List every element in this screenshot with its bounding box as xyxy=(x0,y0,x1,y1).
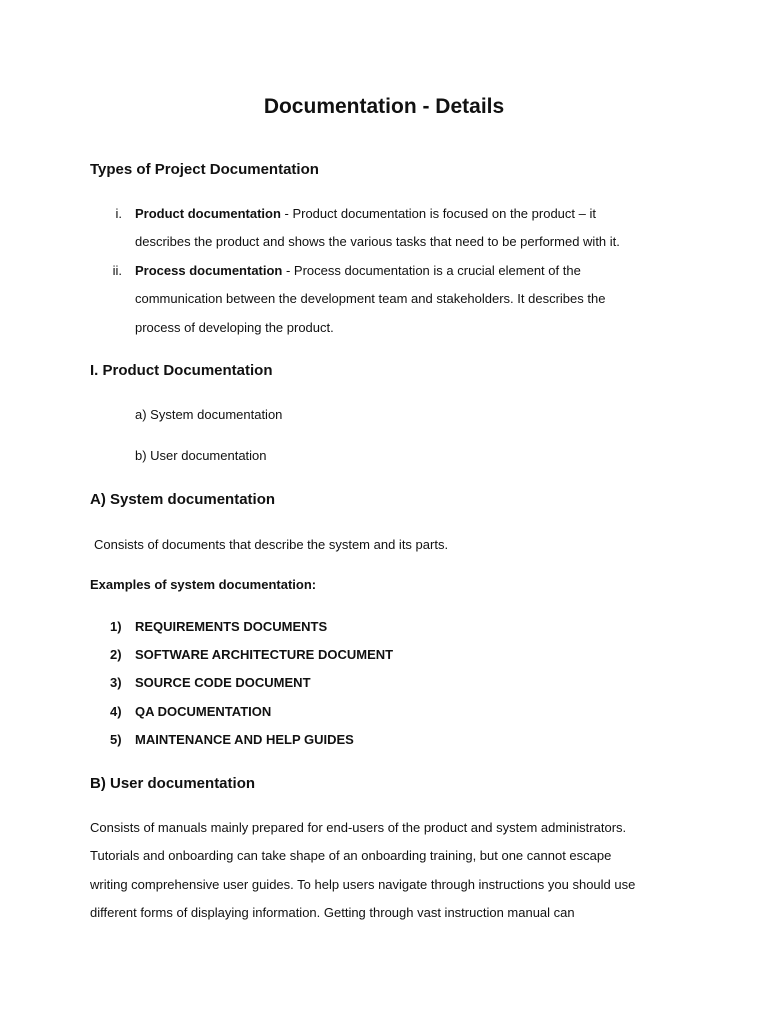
example-item: REQUIREMENTS DOCUMENTS xyxy=(135,619,328,634)
paragraph-line: Tutorials and onboarding can take shape of an onboarding training, but one cannot escape xyxy=(90,848,612,863)
system-doc-intro: Consists of documents that describe the system and its parts. xyxy=(94,537,449,552)
list-marker: i. xyxy=(115,206,122,221)
list-item-line: process of developing the product. xyxy=(135,320,334,335)
page-title: Documentation - Details xyxy=(263,95,505,118)
list-item-line xyxy=(135,263,581,279)
list-item-line xyxy=(135,206,596,222)
list-item: b) User documentation xyxy=(135,448,267,463)
product-doc-heading: I. Product Documentation xyxy=(90,362,273,379)
example-item: SOURCE CODE DOCUMENT xyxy=(135,675,311,690)
system-doc-heading: A) System documentation xyxy=(90,491,276,508)
list-item-term: Product documentation xyxy=(135,206,281,221)
user-doc-heading: B) User documentation xyxy=(90,775,256,792)
example-number: 3) xyxy=(110,675,122,690)
examples-label: Examples of system documentation: xyxy=(90,577,317,592)
paragraph-line: different forms of displaying information. Getting through vast instruction manual can xyxy=(90,905,575,920)
list-item: a) System documentation xyxy=(135,407,283,422)
list-item-line: describes the product and shows the various tasks that need to be performed with it. xyxy=(135,234,620,249)
example-item: MAINTENANCE AND HELP GUIDES xyxy=(135,732,354,747)
types-heading: Types of Project Documentation xyxy=(90,161,319,178)
example-item: QA DOCUMENTATION xyxy=(135,704,272,719)
example-number: 2) xyxy=(110,647,122,662)
example-number: 5) xyxy=(110,732,122,747)
paragraph-line: Consists of manuals mainly prepared for end-users of the product and system administrators. xyxy=(90,820,627,835)
example-number: 1) xyxy=(110,619,122,634)
list-item-text: - Product documentation is focused on the product – it xyxy=(280,206,596,221)
list-marker: ii. xyxy=(112,263,122,278)
list-item-text: - Process documentation is a crucial element of the xyxy=(282,263,581,278)
list-item-line: communication between the development team and stakeholders. It describes the xyxy=(135,291,606,306)
example-number: 4) xyxy=(110,704,122,719)
list-item-term: Process documentation xyxy=(135,263,283,278)
paragraph-line: writing comprehensive user guides. To help users navigate through instructions you should use xyxy=(90,877,636,892)
example-item: SOFTWARE ARCHITECTURE DOCUMENT xyxy=(135,647,394,662)
